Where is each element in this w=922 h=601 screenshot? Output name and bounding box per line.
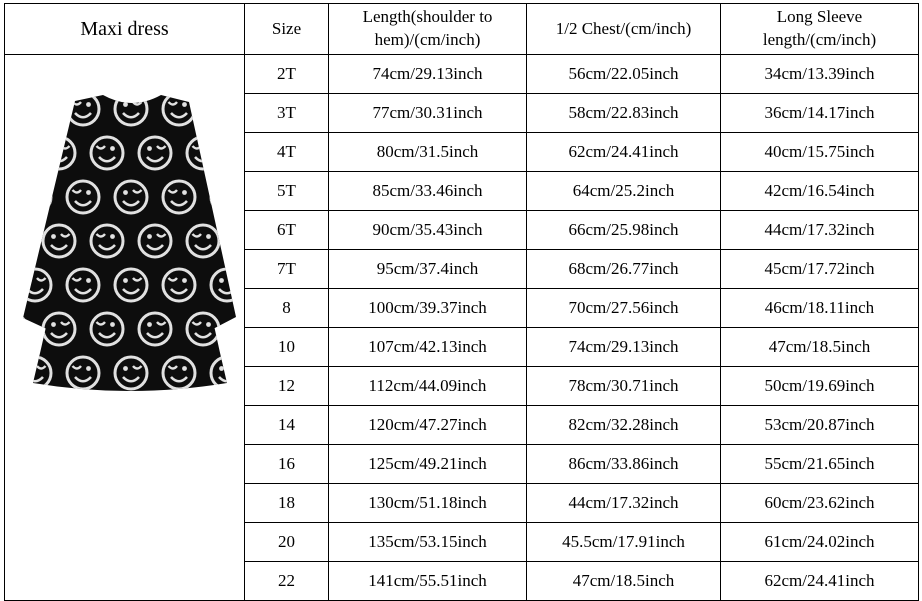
length-cell: 120cm/47.27inch [329, 406, 527, 445]
size-cell: 2T [245, 55, 329, 94]
sleeve-cell: 46cm/18.11inch [721, 289, 919, 328]
size-cell: 7T [245, 250, 329, 289]
product-image-cell [5, 55, 245, 601]
length-cell: 100cm/39.37inch [329, 289, 527, 328]
sleeve-cell: 62cm/24.41inch [721, 562, 919, 601]
sleeve-cell: 44cm/17.32inch [721, 211, 919, 250]
chest-cell: 44cm/17.32inch [527, 484, 721, 523]
chest-cell: 86cm/33.86inch [527, 445, 721, 484]
column-header-length: Length(shoulder to hem)/(cm/inch) [329, 4, 527, 55]
sleeve-cell: 47cm/18.5inch [721, 328, 919, 367]
chest-cell: 58cm/22.83inch [527, 94, 721, 133]
size-cell: 20 [245, 523, 329, 562]
length-cell: 141cm/55.51inch [329, 562, 527, 601]
size-cell: 12 [245, 367, 329, 406]
length-cell: 130cm/51.18inch [329, 484, 527, 523]
size-cell: 8 [245, 289, 329, 328]
sleeve-cell: 36cm/14.17inch [721, 94, 919, 133]
size-cell: 5T [245, 172, 329, 211]
chest-cell: 56cm/22.05inch [527, 55, 721, 94]
column-header-size: Size [245, 4, 329, 55]
length-cell: 112cm/44.09inch [329, 367, 527, 406]
sleeve-cell: 50cm/19.69inch [721, 367, 919, 406]
size-cell: 16 [245, 445, 329, 484]
size-cell: 10 [245, 328, 329, 367]
sleeve-cell: 40cm/15.75inch [721, 133, 919, 172]
chest-cell: 70cm/27.56inch [527, 289, 721, 328]
size-cell: 18 [245, 484, 329, 523]
column-header-sleeve: Long Sleeve length/(cm/inch) [721, 4, 919, 55]
column-header-chest: 1/2 Chest/(cm/inch) [527, 4, 721, 55]
chest-cell: 62cm/24.41inch [527, 133, 721, 172]
sleeve-cell: 42cm/16.54inch [721, 172, 919, 211]
size-cell: 4T [245, 133, 329, 172]
size-cell: 6T [245, 211, 329, 250]
product-title: Maxi dress [5, 4, 245, 55]
chest-cell: 64cm/25.2inch [527, 172, 721, 211]
table-row [5, 55, 919, 94]
size-chart-table [4, 3, 919, 601]
chest-cell: 74cm/29.13inch [527, 328, 721, 367]
length-cell: 85cm/33.46inch [329, 172, 527, 211]
size-cell: 22 [245, 562, 329, 601]
dress-illustration [11, 87, 239, 399]
chest-cell: 68cm/26.77inch [527, 250, 721, 289]
size-cell: 14 [245, 406, 329, 445]
chest-cell: 66cm/25.98inch [527, 211, 721, 250]
chest-cell: 78cm/30.71inch [527, 367, 721, 406]
length-cell: 74cm/29.13inch [329, 55, 527, 94]
length-cell: 77cm/30.31inch [329, 94, 527, 133]
length-cell: 135cm/53.15inch [329, 523, 527, 562]
header-row [5, 4, 919, 55]
chest-cell: 82cm/32.28inch [527, 406, 721, 445]
size-cell: 3T [245, 94, 329, 133]
sleeve-cell: 34cm/13.39inch [721, 55, 919, 94]
sleeve-cell: 55cm/21.65inch [721, 445, 919, 484]
length-cell: 107cm/42.13inch [329, 328, 527, 367]
sleeve-cell: 45cm/17.72inch [721, 250, 919, 289]
chest-cell: 47cm/18.5inch [527, 562, 721, 601]
chest-cell: 45.5cm/17.91inch [527, 523, 721, 562]
sleeve-cell: 53cm/20.87inch [721, 406, 919, 445]
length-cell: 80cm/31.5inch [329, 133, 527, 172]
length-cell: 90cm/35.43inch [329, 211, 527, 250]
sleeve-cell: 60cm/23.62inch [721, 484, 919, 523]
sleeve-cell: 61cm/24.02inch [721, 523, 919, 562]
length-cell: 125cm/49.21inch [329, 445, 527, 484]
length-cell: 95cm/37.4inch [329, 250, 527, 289]
